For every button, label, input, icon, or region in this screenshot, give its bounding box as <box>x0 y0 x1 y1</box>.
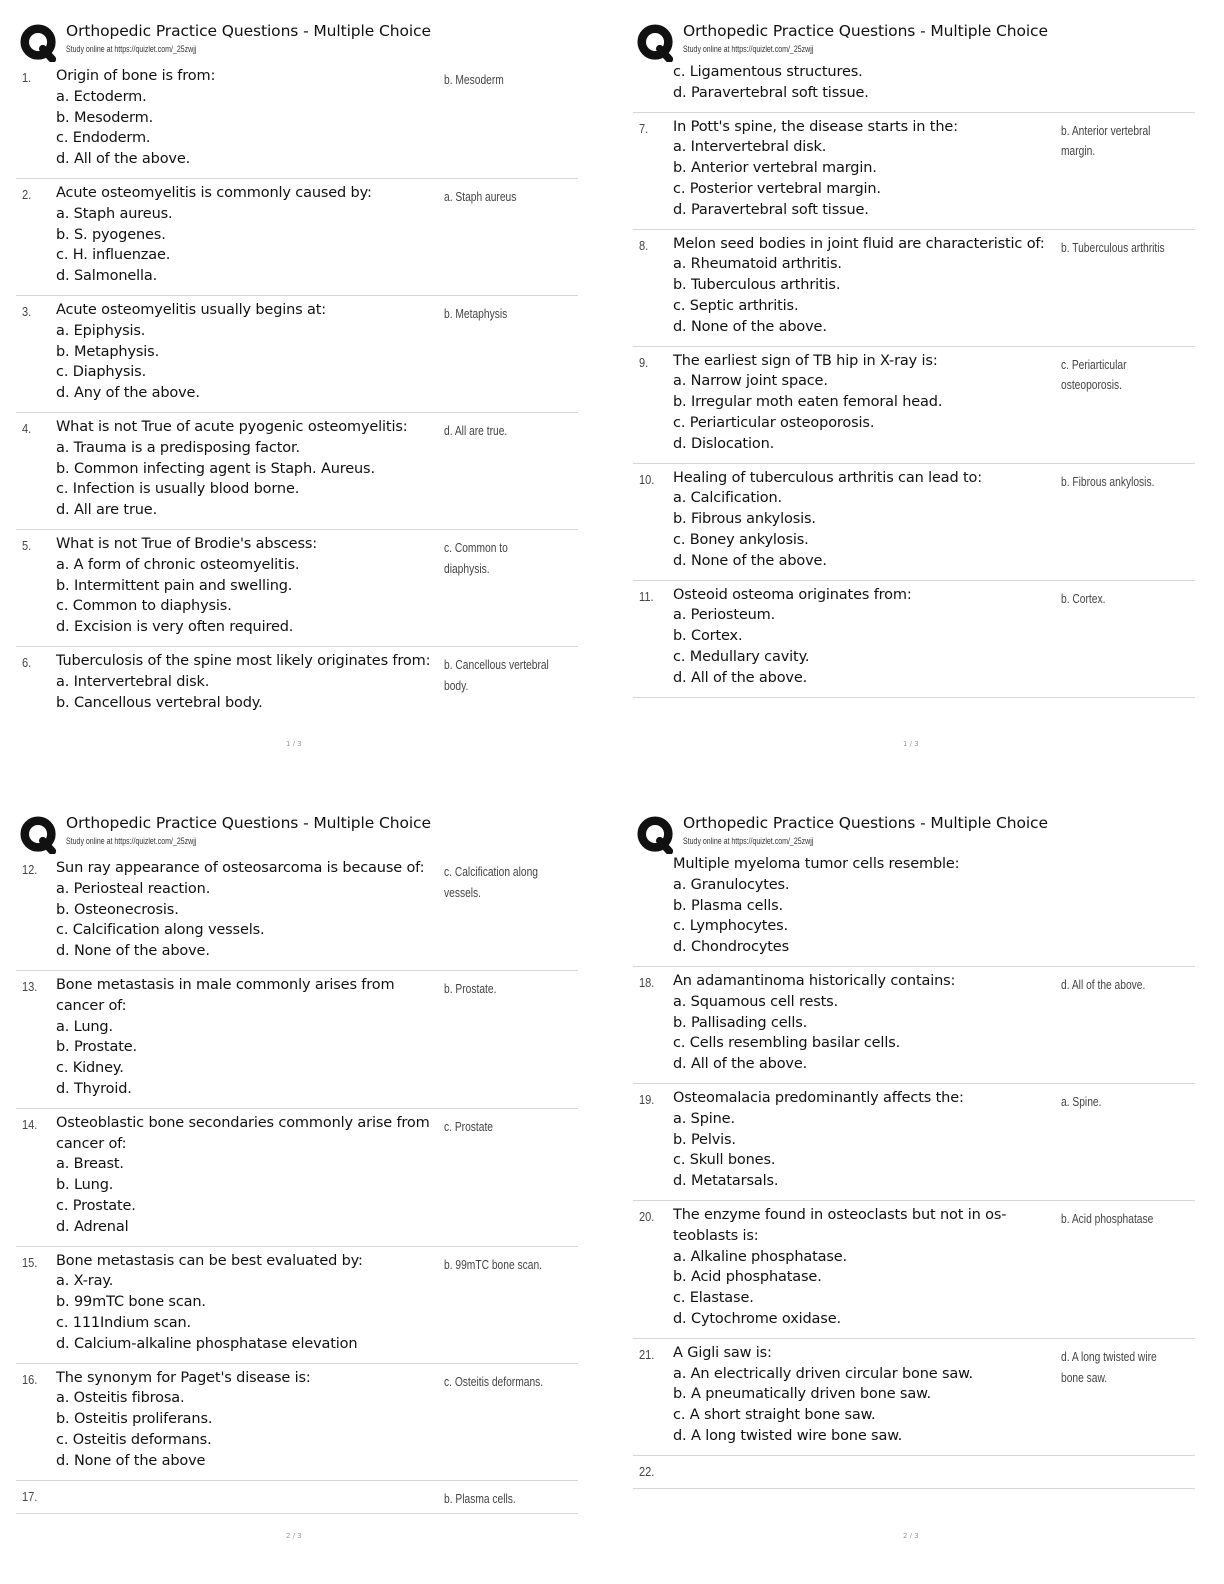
question-body <box>56 1113 440 1238</box>
page-4 <box>633 810 1213 1570</box>
question-row <box>16 1247 578 1364</box>
question-list <box>633 854 1195 1489</box>
correct-answer: b. Metaphysis <box>444 306 508 321</box>
empty-question-placeholder <box>56 1485 440 1505</box>
answer-option: c. Infection is usually blood borne. <box>56 481 300 498</box>
quizlet-logo-icon <box>637 816 675 854</box>
answer-option: d. Dislocation. <box>673 435 775 452</box>
question-body <box>56 858 440 962</box>
quizlet-logo-icon <box>20 24 58 62</box>
question-number: 20. <box>639 1208 655 1224</box>
answer-option: d. Cytochrome oxidase. <box>673 1310 841 1327</box>
question-row <box>633 1456 1195 1489</box>
question-row <box>16 62 578 179</box>
correct-answer: b. Tuberculous arthritis <box>1061 240 1165 255</box>
answer-option: b. Pallisading cells. <box>673 1014 808 1031</box>
answer-option: c. Kidney. <box>56 1060 124 1077</box>
answer-option: a. Ectoderm. <box>56 88 147 105</box>
question-body <box>673 971 1057 1075</box>
answer-option: d. A long twisted wire bone saw. <box>673 1427 903 1444</box>
page-header <box>16 810 596 854</box>
question-body <box>673 1205 1057 1330</box>
question-text: Bone metastasis in male commonly arises from cancer of: <box>56 976 395 1014</box>
question-number: 21. <box>639 1346 655 1362</box>
question-text: A Gigli saw is: <box>673 1344 772 1361</box>
answer-option: c. Septic arthritis. <box>673 297 799 314</box>
answer-option: d. None of the above. <box>673 552 827 569</box>
answer-option: d. Salmonella. <box>56 268 158 285</box>
answer-option: a. Squamous cell rests. <box>673 993 839 1010</box>
correct-answer: a. Spine. <box>1061 1094 1102 1109</box>
answer-option: a. Osteitis fibrosa. <box>56 1390 185 1407</box>
answer-option: d. Adrenal <box>56 1218 129 1235</box>
answer-option: b. Tuberculous arthritis. <box>673 277 841 294</box>
answer-option: c. H. influenzae. <box>56 247 171 264</box>
answer-option: a. Alkaline phosphatase. <box>673 1248 848 1265</box>
question-text: Bone metastasis can be best evaluated by: <box>56 1252 363 1269</box>
question-text: Multiple myeloma tumor cells resemble: <box>673 856 960 872</box>
answer-option: d. Excision is very often required. <box>56 619 294 636</box>
correct-answer: d. All of the above. <box>1061 977 1146 992</box>
question-row <box>16 647 578 721</box>
answer-option: a. Narrow joint space. <box>673 373 828 390</box>
page-header <box>633 810 1213 854</box>
question-list <box>16 854 578 1514</box>
study-link[interactable]: Study online at https://quizlet.com/_25zwjj <box>66 44 197 54</box>
answer-option: c. Lymphocytes. <box>673 918 788 935</box>
question-row <box>633 230 1195 347</box>
answer-option: a. Periosteal reaction. <box>56 880 211 897</box>
question-body <box>673 351 1057 455</box>
page-title: Orthopedic Practice Questions - Multiple Choice <box>66 814 431 832</box>
answer-option: b. Pelvis. <box>673 1131 736 1148</box>
correct-answer: c. Prostate <box>444 1119 493 1134</box>
answer-option: b. Irregular moth eaten femoral head. <box>673 394 943 411</box>
answer-option: d. Metatarsals. <box>673 1173 779 1190</box>
answer-option: b. Lung. <box>56 1177 114 1194</box>
answer-option: b. Common infecting agent is Staph. Aureus. <box>56 460 375 477</box>
page-2 <box>633 18 1213 778</box>
question-number: 17. <box>22 1488 38 1504</box>
answer-option: b. Anterior vertebral margin. <box>673 160 877 177</box>
question-body <box>56 651 440 713</box>
question-list <box>16 62 578 721</box>
question-number: 8. <box>639 237 649 253</box>
question-number: 5. <box>22 537 32 553</box>
answer-option: c. Periarticular osteoporosis. <box>673 414 875 431</box>
answer-option: b. Osteonecrosis. <box>56 901 179 918</box>
answer-option: d. All are true. <box>56 502 158 519</box>
question-body <box>673 1460 1057 1480</box>
question-number: 1. <box>22 70 32 85</box>
question-row <box>633 113 1195 230</box>
correct-answer: b. Cancellous vertebral body. <box>444 657 549 693</box>
answer-option: b. S. pyogenes. <box>56 226 166 243</box>
question-body <box>673 468 1057 572</box>
answer-option: a. Spine. <box>673 1110 735 1127</box>
question-number: 12. <box>22 862 38 877</box>
answer-option: d. All of the above. <box>673 669 808 686</box>
answer-option: d. None of the above. <box>56 943 210 960</box>
answer-option: b. Mesoderm. <box>56 109 154 126</box>
answer-option: b. Cortex. <box>673 628 743 645</box>
answer-option: d. None of the above. <box>673 318 827 335</box>
quizlet-logo-icon <box>20 816 58 854</box>
page-number: 1 / 3 <box>286 740 302 748</box>
page-header <box>16 18 596 62</box>
question-body <box>673 1343 1057 1447</box>
question-text: The synonym for Paget's disease is: <box>56 1369 311 1386</box>
question-text: Sun ray appearance of osteosarcoma is because of: <box>56 860 425 876</box>
page-header <box>633 18 1213 62</box>
answer-option: a. Trauma is a predisposing factor. <box>56 439 300 456</box>
question-row <box>633 854 1195 967</box>
answer-option: a. Rheumatoid arthritis. <box>673 256 842 273</box>
question-text: Osteomalacia predominantly affects the: <box>673 1089 964 1106</box>
quizlet-logo-icon <box>637 24 675 62</box>
question-number: 19. <box>639 1091 655 1107</box>
correct-answer: b. Prostate. <box>444 981 497 996</box>
question-number: 15. <box>22 1254 38 1270</box>
study-link[interactable]: Study online at https://quizlet.com/_25zwjj <box>66 836 197 846</box>
question-number: 16. <box>22 1371 38 1387</box>
question-body <box>56 183 440 287</box>
study-link[interactable]: Study online at https://quizlet.com/_25zwjj <box>683 836 814 846</box>
question-body <box>673 234 1057 338</box>
correct-answer: b. 99mTC bone scan. <box>444 1257 543 1272</box>
question-body <box>56 534 440 638</box>
answer-option: b. Intermittent pain and swelling. <box>56 577 293 594</box>
correct-answer: b. Anterior vertebral margin. <box>1061 123 1151 159</box>
answer-option: b. Acid phosphatase. <box>673 1269 822 1286</box>
question-body <box>673 117 1057 221</box>
answer-option: d. Any of the above. <box>56 385 200 402</box>
answer-option: c. Calcification along vessels. <box>56 922 265 939</box>
answer-option: c. Osteitis deformans. <box>56 1431 212 1448</box>
answer-option: d. Paravertebral soft tissue. <box>673 84 869 101</box>
question-row <box>16 1109 578 1247</box>
question-number: 7. <box>639 120 649 136</box>
question-body <box>56 66 440 170</box>
question-number: 18. <box>639 974 655 990</box>
question-body <box>56 1485 440 1505</box>
answer-option: c. Posterior vertebral margin. <box>673 180 881 197</box>
correct-answer: b. Mesoderm <box>444 73 504 87</box>
question-row <box>633 1339 1195 1456</box>
question-row <box>16 1364 578 1481</box>
answer-option: c. Boney ankylosis. <box>673 531 809 548</box>
question-row <box>633 464 1195 581</box>
correct-answer: d. A long twisted wire bone saw. <box>1061 1349 1157 1385</box>
correct-answer: c. Common to diaphysis. <box>444 540 508 576</box>
page-number: 2 / 3 <box>903 1532 919 1540</box>
page-number: 2 / 3 <box>286 1532 302 1540</box>
answer-option: d. All of the above. <box>673 1056 808 1073</box>
question-row <box>16 413 578 530</box>
page-title: Orthopedic Practice Questions - Multiple Choice <box>66 22 431 40</box>
question-body <box>673 854 1057 958</box>
answer-option: c. Cells resembling basilar cells. <box>673 1035 901 1052</box>
question-body <box>56 417 440 521</box>
answer-option: d. Thyroid. <box>56 1080 132 1097</box>
answer-option: a. X-ray. <box>56 1273 114 1290</box>
answer-option: c. Skull bones. <box>673 1152 776 1169</box>
page-number: 1 / 3 <box>903 740 919 748</box>
question-text: The enzyme found in osteoclasts but not in os-teoblasts is: <box>673 1206 1007 1244</box>
answer-option: c. 111Indium scan. <box>56 1314 192 1331</box>
question-text: Healing of tuberculous arthritis can lead to: <box>673 469 983 486</box>
question-row <box>16 530 578 647</box>
answer-option: a. Breast. <box>56 1156 124 1173</box>
correct-answer: c. Periarticular osteoporosis. <box>1061 357 1127 393</box>
answer-option: b. Fibrous ankylosis. <box>673 511 816 528</box>
answer-option: b. Osteitis proliferans. <box>56 1411 213 1428</box>
question-text: Acute osteomyelitis is commonly caused by: <box>56 184 372 201</box>
answer-option: c. Medullary cavity. <box>673 648 810 665</box>
question-number: 4. <box>22 420 32 436</box>
correct-answer: a. Staph aureus <box>444 189 517 204</box>
answer-option: a. Granulocytes. <box>673 876 790 893</box>
question-row <box>633 347 1195 464</box>
question-row <box>16 296 578 413</box>
answer-option: c. Prostate. <box>56 1197 136 1214</box>
question-body <box>673 585 1057 689</box>
question-number: 6. <box>22 654 32 670</box>
question-body <box>56 1368 440 1472</box>
question-number: 2. <box>22 186 32 202</box>
question-body <box>673 1088 1057 1192</box>
question-row <box>633 62 1195 113</box>
answer-option: d. Paravertebral soft tissue. <box>673 201 869 218</box>
question-row <box>633 1084 1195 1201</box>
answer-option: b. Metaphysis. <box>56 343 160 360</box>
correct-answer: b. Plasma cells. <box>444 1491 516 1506</box>
question-row <box>16 971 578 1109</box>
question-text: Acute osteomyelitis usually begins at: <box>56 301 327 318</box>
question-number: 11. <box>639 588 654 604</box>
answer-option: d. All of the above. <box>56 151 191 168</box>
question-number: 13. <box>22 978 38 994</box>
empty-question-placeholder <box>673 1460 1057 1480</box>
question-row <box>633 1201 1195 1339</box>
correct-answer: b. Acid phosphatase <box>1061 1211 1154 1226</box>
question-row <box>16 854 578 971</box>
answer-option: b. Cancellous vertebral body. <box>56 694 263 711</box>
question-text: Tuberculosis of the spine most likely originates from: <box>56 652 431 669</box>
answer-option: a. A form of chronic osteomyelitis. <box>56 556 300 573</box>
answer-option: b. 99mTC bone scan. <box>56 1294 206 1311</box>
question-row <box>633 581 1195 698</box>
correct-answer: c. Calcification along vessels. <box>444 865 539 900</box>
question-body <box>56 1251 440 1355</box>
correct-answer: d. All are true. <box>444 423 508 438</box>
question-list <box>633 62 1195 698</box>
answer-option: c. Endoderm. <box>56 130 151 147</box>
question-row <box>16 1481 578 1514</box>
question-number: 10. <box>639 471 655 487</box>
question-body <box>673 62 1057 104</box>
question-row <box>16 179 578 296</box>
question-number: 14. <box>22 1116 38 1132</box>
question-number: 9. <box>639 354 649 370</box>
question-text: An adamantinoma historically contains: <box>673 972 956 989</box>
question-text: The earliest sign of TB hip in X-ray is: <box>673 352 938 369</box>
question-text: Melon seed bodies in joint fluid are characteristic of: <box>673 235 1045 252</box>
page-1 <box>16 18 596 778</box>
answer-option: c. Elastase. <box>673 1290 754 1307</box>
answer-option: d. Calcium-alkaline phosphatase elevation <box>56 1335 358 1352</box>
correct-answer: b. Fibrous ankylosis. <box>1061 474 1155 489</box>
answer-option: c. Ligamentous structures. <box>673 64 863 80</box>
answer-option: a. Periosteum. <box>673 607 776 624</box>
question-text: What is not True of Brodie's abscess: <box>56 535 317 552</box>
answer-option: b. Prostate. <box>56 1039 137 1056</box>
correct-answer: b. Cortex. <box>1061 591 1106 606</box>
answer-option: a. Calcification. <box>673 490 782 507</box>
answer-option: c. Diaphysis. <box>56 364 147 381</box>
answer-option: a. Staph aureus. <box>56 205 173 222</box>
answer-option: b. A pneumatically driven bone saw. <box>673 1386 931 1403</box>
question-body <box>56 975 440 1100</box>
answer-option: a. Intervertebral disk. <box>56 673 210 690</box>
answer-option: b. Plasma cells. <box>673 897 783 914</box>
question-row <box>633 967 1195 1084</box>
question-text: Osteoblastic bone secondaries commonly arise from cancer of: <box>56 1114 430 1152</box>
answer-option: a. Epiphysis. <box>56 322 146 339</box>
page-title: Orthopedic Practice Questions - Multiple Choice <box>683 22 1048 40</box>
answer-option: a. Lung. <box>56 1018 113 1035</box>
question-text: Osteoid osteoma originates from: <box>673 586 912 603</box>
question-text: In Pott's spine, the disease starts in the: <box>673 118 958 135</box>
question-number: 22. <box>639 1463 655 1479</box>
study-link[interactable]: Study online at https://quizlet.com/_25zwjj <box>683 44 814 54</box>
answer-option: a. Intervertebral disk. <box>673 139 827 156</box>
page-3 <box>16 810 596 1570</box>
question-number: 3. <box>22 303 32 319</box>
answer-option: d. Chondrocytes <box>673 939 789 956</box>
answer-option: a. An electrically driven circular bone saw. <box>673 1365 974 1382</box>
answer-option: c. A short straight bone saw. <box>673 1407 876 1424</box>
answer-option: d. None of the above <box>56 1452 206 1469</box>
question-body <box>56 300 440 404</box>
correct-answer: c. Osteitis deformans. <box>444 1374 544 1389</box>
page-title: Orthopedic Practice Questions - Multiple Choice <box>683 814 1048 832</box>
question-text: What is not True of acute pyogenic osteomyelitis: <box>56 418 408 435</box>
answer-option: c. Common to diaphysis. <box>56 598 232 615</box>
question-text: Origin of bone is from: <box>56 68 216 84</box>
